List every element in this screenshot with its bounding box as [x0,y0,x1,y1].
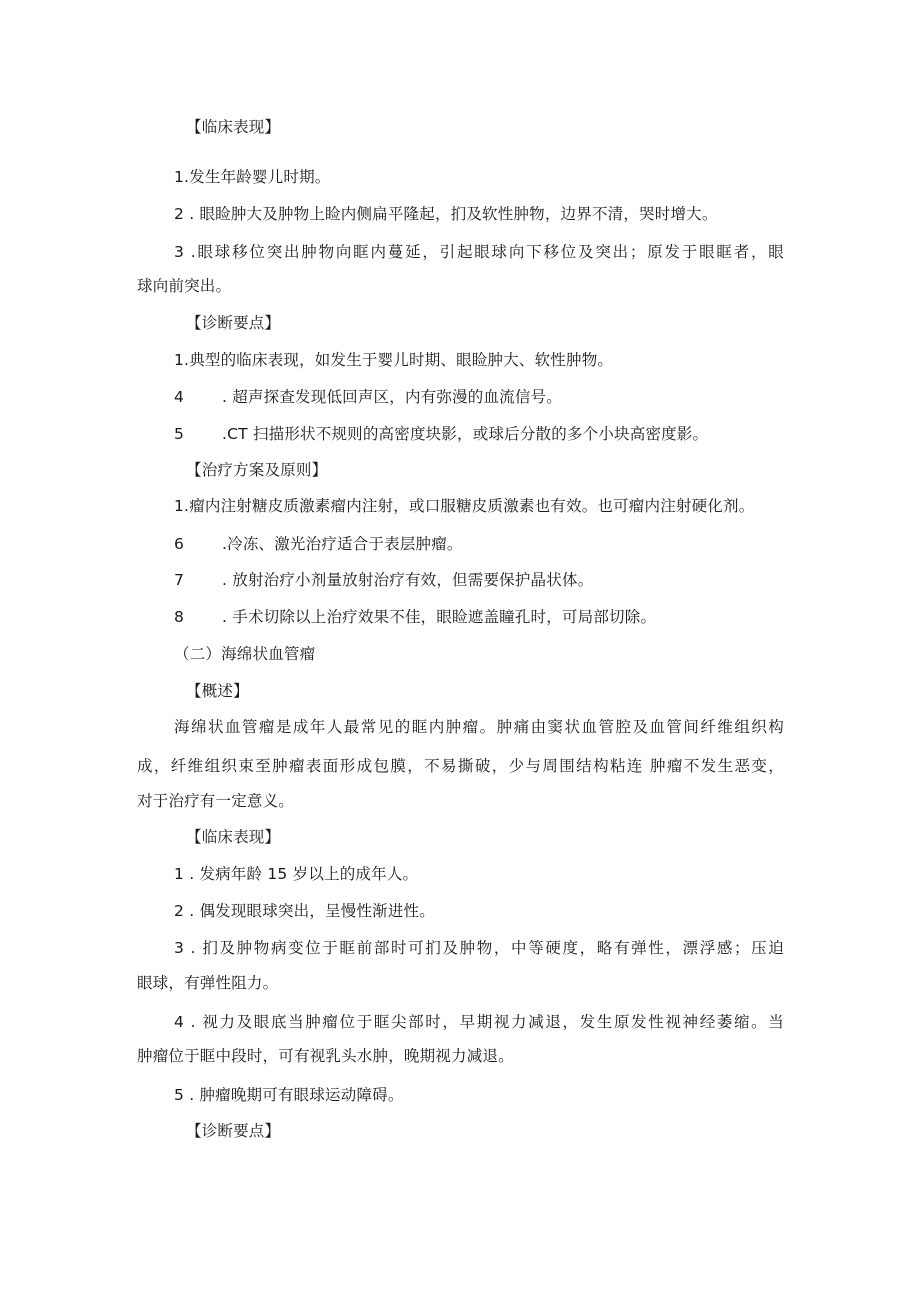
list-item: 1 . 发病年龄 15 岁以上的成年人。 [174,865,419,883]
list-number: 8 [174,608,184,626]
list-item: 3 . 扪及肿物病变位于眶前部时可扪及肿物，中等硬度，略有弹性，漂浮感；压迫 [174,939,784,957]
list-item: 2 . 眼睑肿大及肿物上睑内侧扁平隆起，扪及软性肿物，边界不清，哭时增大。 [174,205,718,223]
list-number: 7 [174,571,184,589]
list-item: . 放射治疗小剂量放射治疗有效，但需要保护晶状体。 [222,571,594,589]
section-heading-overview: 【概述】 [186,682,249,700]
list-number: 6 [174,535,184,553]
list-item: 1.瘤内注射糖皮质激素瘤内注射，或口服糖皮质激素也有效。也可瘤内注射硬化剂。 [174,497,755,515]
list-item: . 超声探查发现低回声区，内有弥漫的血流信号。 [222,388,562,406]
list-item: 1.发生年龄婴儿时期。 [174,168,331,186]
list-item: 2 . 偶发现眼球突出，呈慢性渐进性。 [174,902,435,920]
list-item: . 手术切除以上治疗效果不佳，眼睑遮盖瞳孔时，可局部切除。 [222,608,657,626]
section-heading-diagnosis: 【诊断要点】 [186,314,281,332]
list-number: 4 [174,388,184,406]
section-heading-treatment: 【治疗方案及原则】 [186,461,328,479]
paragraph-line: 对于治疗有一定意义。 [137,792,295,810]
list-item: .冷冻、激光治疗适合于表层肿瘤。 [222,535,463,553]
paragraph-line: 成，纤维组织束至肿瘤表面形成包膜，不易撕破，少与周围结构粘连 肿瘤不发生恶变， [137,757,784,775]
list-item: 1.典型的临床表现，如发生于婴儿时期、眼睑肿大、软性肿物。 [174,351,614,369]
list-item: 3 .眼球移位突出肿物向眶内蔓延，引起眼球向下移位及突出；原发于眼眶者，眼 [174,243,784,261]
list-number: 5 [174,425,184,443]
list-item: .CT 扫描形状不规则的高密度块影，或球后分散的多个小块高密度影。 [222,425,709,443]
section-heading-diagnosis: 【诊断要点】 [186,1122,281,1140]
list-item-continuation: 球向前突出。 [137,277,232,295]
list-item-continuation: 眼球，有弹性阻力。 [137,974,279,992]
section-heading-clinical: 【临床表现】 [186,828,281,846]
section-heading-clinical: 【临床表现】 [186,118,281,136]
list-item: 5 . 肿瘤晚期可有眼球运动障碍。 [174,1086,404,1104]
list-item: 4 . 视力及眼底当肿瘤位于眶尖部时，早期视力减退，发生原发性视神经萎缩。当 [174,1013,784,1031]
list-item-continuation: 肿瘤位于眶中段时，可有视乳头水肿，晚期视力减退。 [137,1047,514,1065]
paragraph-line: 海绵状血管瘤是成年人最常见的眶内肿瘤。肿痛由窦状血管腔及血管间纤维组织构 [174,718,784,736]
subsection-title: （二）海绵状血管瘤 [174,645,316,663]
